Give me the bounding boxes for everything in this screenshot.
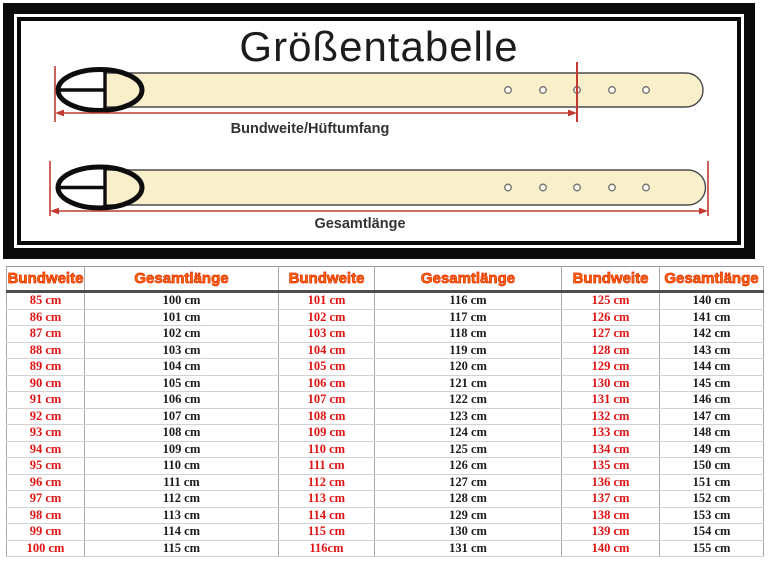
bundweite-cell: 86 cm (7, 309, 85, 326)
gesamtlaenge-cell: 155 cm (660, 540, 764, 557)
gesamtlaenge-cell: 146 cm (660, 392, 764, 409)
gesamtlaenge-cell: 153 cm (660, 507, 764, 524)
diagram-frame (3, 3, 755, 259)
table-row (7, 292, 764, 310)
belt-bottom (50, 161, 708, 232)
gesamtlaenge-cell: 149 cm (660, 441, 764, 458)
bundweite-cell: 108 cm (279, 408, 375, 425)
table-row (7, 342, 764, 359)
bundweite-cell: 125 cm (562, 292, 660, 310)
bundweite-cell: 132 cm (562, 408, 660, 425)
gesamtlaenge-cell: 101 cm (85, 309, 279, 326)
table-row (7, 491, 764, 508)
size-table-header (7, 267, 764, 292)
bundweite-cell: 98 cm (7, 507, 85, 524)
belt-hole (574, 184, 581, 191)
gesamtlaenge-cell: 117 cm (375, 309, 562, 326)
bundweite-cell: 136 cm (562, 474, 660, 491)
belt-hole (643, 184, 650, 191)
gesamtlaenge-cell: 108 cm (85, 425, 279, 442)
bundweite-cell: 103 cm (279, 326, 375, 343)
gesamtlaenge-cell: 130 cm (375, 524, 562, 541)
bundweite-cell: 133 cm (562, 425, 660, 442)
belt-top (55, 62, 703, 137)
bundweite-cell: 102 cm (279, 309, 375, 326)
table-row (7, 359, 764, 376)
belt-hole (609, 87, 616, 94)
bundweite-cell: 140 cm (562, 540, 660, 557)
gesamtlaenge-cell: 129 cm (375, 507, 562, 524)
bundweite-cell: 126 cm (562, 309, 660, 326)
table-row (7, 441, 764, 458)
bundweite-cell: 139 cm (562, 524, 660, 541)
bundweite-cell: 104 cm (279, 342, 375, 359)
gesamtlaenge-cell: 123 cm (375, 408, 562, 425)
gesamtlaenge-cell: 120 cm (375, 359, 562, 376)
gesamtlaenge-cell: 106 cm (85, 392, 279, 409)
gesamtlaenge-column-header: Gesamtlänge (660, 267, 764, 292)
gesamtlaenge-cell: 102 cm (85, 326, 279, 343)
gesamtlaenge-cell: 141 cm (660, 309, 764, 326)
page-title: Größentabelle (239, 23, 519, 70)
gesamtlaenge-cell: 140 cm (660, 292, 764, 310)
gesamtlaenge-cell: 125 cm (375, 441, 562, 458)
gesamtlaenge-cell: 154 cm (660, 524, 764, 541)
gesamtlaenge-cell: 143 cm (660, 342, 764, 359)
table-row (7, 540, 764, 557)
gesamtlaenge-cell: 111 cm (85, 474, 279, 491)
bundweite-cell: 88 cm (7, 342, 85, 359)
table-row (7, 458, 764, 475)
bundweite-cell: 100 cm (7, 540, 85, 557)
table-row (7, 425, 764, 442)
belt-diagram (21, 21, 737, 241)
gesamtlaenge-cell: 122 cm (375, 392, 562, 409)
bundweite-cell: 128 cm (562, 342, 660, 359)
bundweite-cell: 134 cm (562, 441, 660, 458)
table-row (7, 375, 764, 392)
bundweite-cell: 92 cm (7, 408, 85, 425)
bundweite-cell: 101 cm (279, 292, 375, 310)
gesamtlaenge-cell: 119 cm (375, 342, 562, 359)
bundweite-cell: 129 cm (562, 359, 660, 376)
gesamtlaenge-cell: 147 cm (660, 408, 764, 425)
bundweite-column-header: Bundweite (7, 267, 85, 292)
belt-hole (609, 184, 616, 191)
gesamtlaenge-column-header: Gesamtlänge (85, 267, 279, 292)
bundweite-cell: 131 cm (562, 392, 660, 409)
gesamtlaenge-cell: 126 cm (375, 458, 562, 475)
table-row (7, 408, 764, 425)
gesamtlaenge-cell: 113 cm (85, 507, 279, 524)
gesamtlaenge-cell: 131 cm (375, 540, 562, 557)
bundweite-cell: 95 cm (7, 458, 85, 475)
size-table (6, 266, 764, 557)
gesamtlaenge-cell: 152 cm (660, 491, 764, 508)
gesamtlaenge-cell: 104 cm (85, 359, 279, 376)
gesamtlaenge-cell: 112 cm (85, 491, 279, 508)
gesamtlaenge-cell: 115 cm (85, 540, 279, 557)
gesamtlaenge-label: Gesamtlänge (314, 216, 406, 232)
belt-hole (505, 87, 512, 94)
bundweite-cell: 111 cm (279, 458, 375, 475)
gesamtlaenge-cell: 109 cm (85, 441, 279, 458)
bundweite-cell: 85 cm (7, 292, 85, 310)
bundweite-cell: 91 cm (7, 392, 85, 409)
table-row (7, 474, 764, 491)
table-row (7, 326, 764, 343)
gesamtlaenge-cell: 103 cm (85, 342, 279, 359)
bundweite-cell: 89 cm (7, 359, 85, 376)
bundweite-cell: 113 cm (279, 491, 375, 508)
bundweite-cell: 107 cm (279, 392, 375, 409)
gesamtlaenge-cell: 124 cm (375, 425, 562, 442)
bundweite-cell: 112 cm (279, 474, 375, 491)
gesamtlaenge-cell: 142 cm (660, 326, 764, 343)
belt-hole (540, 184, 547, 191)
gesamtlaenge-cell: 127 cm (375, 474, 562, 491)
table-row (7, 507, 764, 524)
gesamtlaenge-cell: 116 cm (375, 292, 562, 310)
belt-hole (505, 184, 512, 191)
gesamtlaenge-cell: 121 cm (375, 375, 562, 392)
bundweite-cell: 93 cm (7, 425, 85, 442)
bundweite-cell: 135 cm (562, 458, 660, 475)
gesamtlaenge-cell: 151 cm (660, 474, 764, 491)
gesamtlaenge-cell: 128 cm (375, 491, 562, 508)
bundweite-column-header: Bundweite (279, 267, 375, 292)
belt-hole (540, 87, 547, 94)
bundweite-cell: 127 cm (562, 326, 660, 343)
gesamtlaenge-cell: 145 cm (660, 375, 764, 392)
bundweite-cell: 90 cm (7, 375, 85, 392)
bundweite-cell: 105 cm (279, 359, 375, 376)
table-row (7, 392, 764, 409)
bundweite-cell: 138 cm (562, 507, 660, 524)
gesamtlaenge-cell: 148 cm (660, 425, 764, 442)
table-row (7, 524, 764, 541)
bundweite-cell: 109 cm (279, 425, 375, 442)
bundweite-cell: 106 cm (279, 375, 375, 392)
gesamtlaenge-cell: 150 cm (660, 458, 764, 475)
gesamtlaenge-cell: 100 cm (85, 292, 279, 310)
gesamtlaenge-cell: 105 cm (85, 375, 279, 392)
bundweite-column-header: Bundweite (562, 267, 660, 292)
bundweite-cell: 87 cm (7, 326, 85, 343)
belt-hole (643, 87, 650, 94)
bundweite-cell: 110 cm (279, 441, 375, 458)
bundweite-cell: 96 cm (7, 474, 85, 491)
bundweite-cell: 116cm (279, 540, 375, 557)
size-table-body (7, 292, 764, 557)
gesamtlaenge-cell: 114 cm (85, 524, 279, 541)
gesamtlaenge-column-header: Gesamtlänge (375, 267, 562, 292)
diagram-frame-inner (17, 17, 741, 245)
gesamtlaenge-cell: 144 cm (660, 359, 764, 376)
bundweite-cell: 114 cm (279, 507, 375, 524)
bundweite-cell: 99 cm (7, 524, 85, 541)
bundweite-cell: 115 cm (279, 524, 375, 541)
bundweite-cell: 137 cm (562, 491, 660, 508)
header-row (7, 267, 764, 292)
bundweite-cell: 94 cm (7, 441, 85, 458)
bundweite-cell: 130 cm (562, 375, 660, 392)
bundweite-cell: 97 cm (7, 491, 85, 508)
gesamtlaenge-cell: 110 cm (85, 458, 279, 475)
gesamtlaenge-cell: 107 cm (85, 408, 279, 425)
table-row (7, 309, 764, 326)
bundweite-label: Bundweite/Hüftumfang (230, 121, 390, 137)
gesamtlaenge-cell: 118 cm (375, 326, 562, 343)
